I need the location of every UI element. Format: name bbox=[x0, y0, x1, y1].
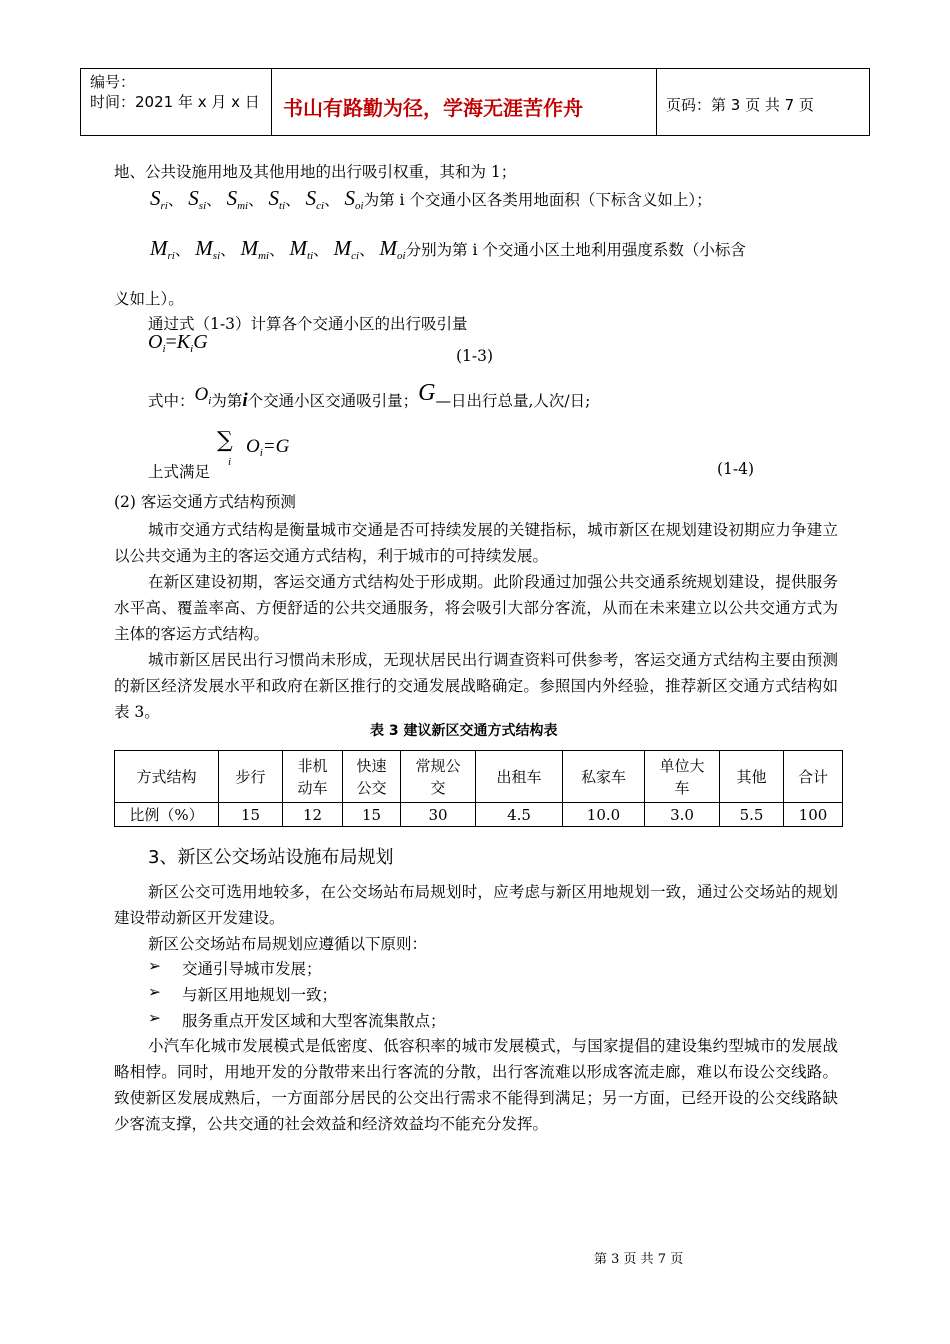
table-cell: 100 bbox=[784, 803, 843, 827]
table-header-cell: 步行 bbox=[219, 751, 283, 803]
section-2-title: (2) 客运交通方式结构预测 bbox=[114, 493, 296, 511]
bullet-arrow-icon: ➢ bbox=[148, 957, 161, 975]
paragraph: 在新区建设初期，客运交通方式结构处于形成期。此阶段通过加强公共交通系统规划建设，提供服务水平高、覆盖率高、方便舒适的公共交通服务，将会吸引大部分客流，从而在未来建立以公共交通方式为主体的客运方式结构。 bbox=[114, 573, 838, 643]
header-motto: 书山有路勤为径，学海无涯苦作舟 bbox=[283, 96, 583, 120]
m-variables-line-end: 义如上）。 bbox=[114, 290, 184, 308]
table-cell: 4.5 bbox=[476, 803, 563, 827]
footer-page-number: 第 3 页 共 7 页 bbox=[594, 1252, 684, 1267]
table-row-label: 比例（%） bbox=[115, 803, 219, 827]
header-time: 时间：2021 年 x 月 x 日 bbox=[90, 93, 260, 111]
table-header-cell: 常规公 交 bbox=[401, 751, 476, 803]
m-variables-line: $M_{ri}$、 $M_{si}$、 $M_{mi}$、 $M_{ti}$、 $M_{ci}$、 $M_{oi}$分别为第 i 个交通小区土地利用强度系数（小标含 bbox=[150, 236, 746, 262]
table-header-cell: 方式结构 bbox=[115, 751, 219, 803]
header-number: 编号： bbox=[90, 73, 136, 91]
paragraph: 新区公交场站布局规划应遵循以下原则： bbox=[148, 935, 428, 953]
equation-1-3: $O_i=K_iG$ bbox=[148, 331, 208, 355]
sum-index: i bbox=[228, 456, 232, 468]
sum-label: 上式满足 bbox=[148, 463, 211, 481]
bullet-arrow-icon: ➢ bbox=[148, 1009, 161, 1027]
header-top-rule bbox=[80, 68, 870, 69]
table-caption: 表 3 建议新区交通方式结构表 bbox=[370, 723, 558, 739]
table-header-cell: 非机 动车 bbox=[283, 751, 343, 803]
paragraph: 新区公交可选用地较多，在公交场站布局规划时，应考虑与新区用地规划一致，通过公交场站的规划建设带动新区开发建设。 bbox=[114, 883, 838, 927]
table-cell: 15 bbox=[219, 803, 283, 827]
table-row bbox=[115, 803, 843, 827]
paragraph: 城市交通方式结构是衡量城市交通是否可持续发展的关键指标，城市新区在规划建设初期应力争建立以公共交通为主的客运交通方式结构，利于城市的可持续发展。 bbox=[114, 521, 838, 565]
section-3-title: 3、新区公交场站设施布局规划 bbox=[148, 847, 394, 868]
header-page: 页码：第 3 页 共 7 页 bbox=[666, 96, 814, 114]
s-variables-line: $S_{ri}$、 $S_{si}$、 $S_{mi}$、 $S_{ti}$、 $S_{ci}$、 $S_{oi}$为第 i 个交通小区各类用地面积（下标含义如上）； bbox=[150, 186, 712, 212]
body-paragraphs bbox=[114, 517, 838, 725]
table-cell: 15 bbox=[343, 803, 401, 827]
table-header-cell: 出租车 bbox=[476, 751, 563, 803]
bullet-item: 服务重点开发区域和大型客流集散点； bbox=[182, 1012, 446, 1030]
header-left-border bbox=[80, 68, 81, 136]
table-header-cell: 其他 bbox=[720, 751, 784, 803]
table-cell: 3.0 bbox=[645, 803, 720, 827]
header-bottom-rule bbox=[80, 135, 870, 136]
section-3-body bbox=[114, 1033, 838, 1137]
table-cell: 30 bbox=[401, 803, 476, 827]
bullet-arrow-icon: ➢ bbox=[148, 983, 161, 1001]
equation-1-4-number: (1-4) bbox=[717, 460, 755, 478]
table-header-cell: 单位大 车 bbox=[645, 751, 720, 803]
header-right-border bbox=[869, 68, 870, 136]
bullet-item: 交通引导城市发展； bbox=[182, 960, 322, 978]
equation-1-3-number: (1-3) bbox=[456, 347, 494, 365]
calc-intro: 通过式（1-3）计算各个交通小区的出行吸引量 bbox=[148, 315, 468, 333]
weight-line: 地、公共设施用地及其他用地的出行吸引权重，其和为 1； bbox=[114, 163, 517, 181]
where-clause: 式中：$O_i$为第i个交通小区交通吸引量；G—日出行总量,人次/日; bbox=[148, 380, 591, 411]
table-header-cell: 合计 bbox=[784, 751, 843, 803]
mode-structure-table bbox=[114, 750, 843, 827]
equation-1-4: $O_i=G$ bbox=[246, 436, 290, 459]
section-3-intro bbox=[114, 879, 838, 957]
bullet-item: 与新区用地规划一致； bbox=[182, 986, 338, 1004]
table-cell: 5.5 bbox=[720, 803, 784, 827]
paragraph: 城市新区居民出行习惯尚未形成，无现状居民出行调查资料可供参考，客运交通方式结构主要由预测的新区经济发展水平和政府在新区推行的交通发展战略确定。参照国内外经验，推荐新区交通方式结构如表 3。 bbox=[114, 651, 838, 721]
table-cell: 10.0 bbox=[563, 803, 645, 827]
header-divider-2 bbox=[656, 68, 657, 136]
header-divider-1 bbox=[271, 68, 272, 136]
table-header-cell: 私家车 bbox=[563, 751, 645, 803]
table-header-row bbox=[115, 751, 843, 803]
sum-symbol: ∑ bbox=[217, 428, 233, 453]
paragraph: 小汽车化城市发展模式是低密度、低容积率的城市发展模式，与国家提倡的建设集约型城市的发展战略相悖。同时，用地开发的分散带来出行客流的分散，出行客流难以形成客流走廊，难以布设公交线路。致使新区发展成熟后，一方面部分居民的公交出行需求不能得到满足；另一方面，已经开设的公交线路缺少客流支撑，公共交通的社会效益和经济效益均不能充分发挥。 bbox=[114, 1037, 838, 1133]
table-cell: 12 bbox=[283, 803, 343, 827]
table-header-cell: 快速 公交 bbox=[343, 751, 401, 803]
